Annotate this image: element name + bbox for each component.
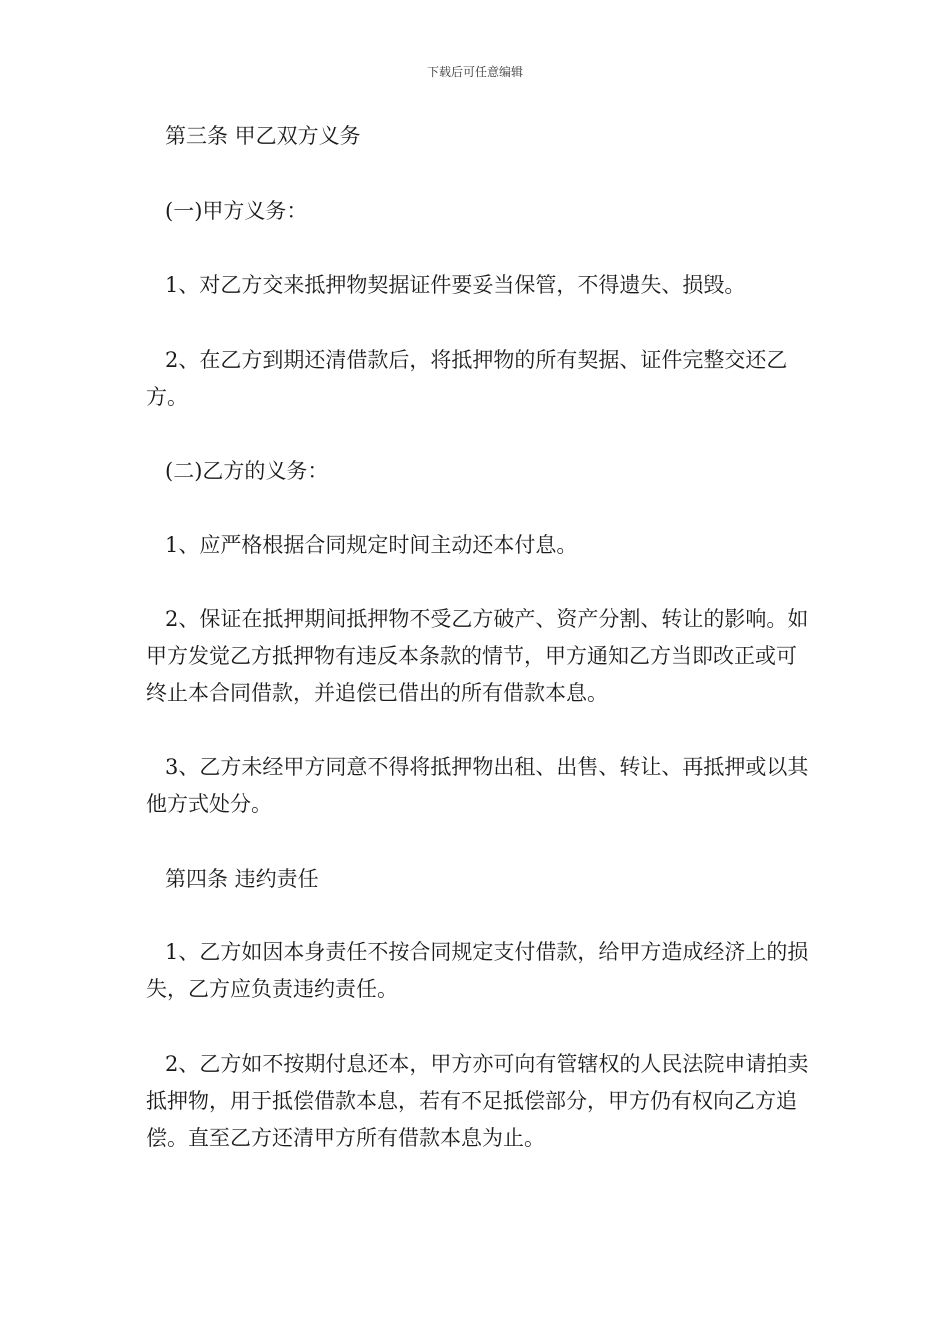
article-3-heading <box>146 118 814 155</box>
liability-clause-1-text: 1、乙方如因本身责任不按合同规定支付借款，给甲方造成经济上的损失，乙方应负责违约责任。 <box>146 940 809 1001</box>
party-a-clause-2 <box>146 342 814 416</box>
liability-clause-2-text: 2、乙方如不按期付息还本，甲方亦可向有管辖权的人民法院申请拍卖抵押物，用于抵偿借款本息，若有不足抵偿部分，甲方仍有权向乙方追偿。直至乙方还清甲方所有借款本息为止。 <box>146 1052 809 1150</box>
party-a-obligations-heading <box>146 193 814 230</box>
party-a-clause-1-text: 1、对乙方交来抵押物契据证件要妥当保管，不得遗失、损毁。 <box>165 273 746 297</box>
article-4-heading-text: 第四条 违约责任 <box>165 867 319 891</box>
party-a-obligations-heading-text: (一)甲方义务： <box>165 199 308 223</box>
party-b-clause-1-text: 1、应严格根据合同规定时间主动还本付息。 <box>165 533 578 557</box>
party-b-clause-1 <box>146 527 814 564</box>
party-b-obligations-heading <box>146 453 814 490</box>
article-3-heading-text: 第三条 甲乙双方义务 <box>165 124 361 148</box>
party-a-clause-1 <box>146 267 814 304</box>
party-b-clause-3-text: 3、乙方未经甲方同意不得将抵押物出租、出售、转让、再抵押或以其他方式处分。 <box>146 755 809 816</box>
liability-clause-2 <box>146 1046 814 1157</box>
party-a-clause-2-text: 2、在乙方到期还清借款后，将抵押物的所有契据、证件完整交还乙方。 <box>146 348 788 409</box>
party-b-clause-2-text: 2、保证在抵押期间抵押物不受乙方破产、资产分割、转让的影响。如甲方发觉乙方抵押物有违反本条款的情节，甲方通知乙方当即改正或可终止本合同借款，并追偿已借出的所有借款本息。 <box>146 607 809 705</box>
page-header: 下载后可任意编辑 <box>426 65 523 79</box>
party-b-clause-2 <box>146 601 814 712</box>
party-b-clause-3 <box>146 749 814 823</box>
article-4-heading <box>146 861 814 898</box>
liability-clause-1 <box>146 934 814 1008</box>
party-b-obligations-heading-text: (二)乙方的义务： <box>165 459 329 483</box>
